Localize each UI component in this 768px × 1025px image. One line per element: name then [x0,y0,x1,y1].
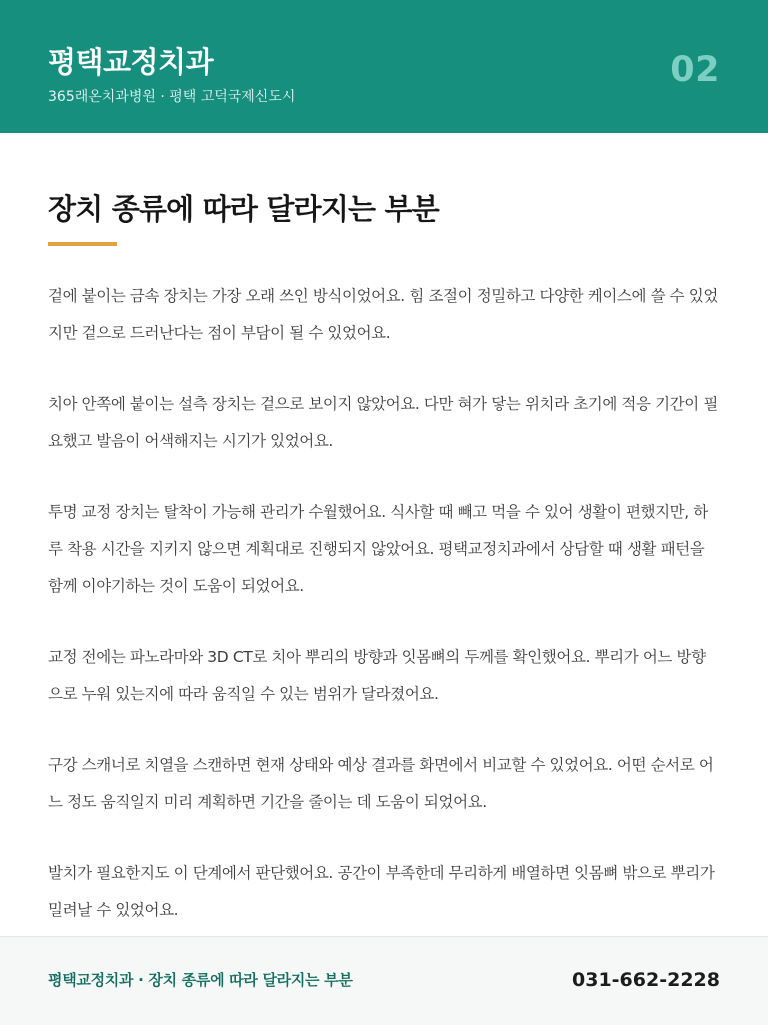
paragraph-oral-scanner: 구강 스캐너로 치열을 스캔하면 현재 상태와 예상 결과를 화면에서 비교할 수 있었어요. 어떤 순서로 어느 정도 움직일지 미리 계획하면 기간을 줄이는 데 도움이 되었어요. [48,756,714,811]
heading-accent-bar [48,242,117,246]
paragraph-metal-braces: 겉에 붙이는 금속 장치는 가장 오래 쓰인 방식이었어요. 힘 조절이 정밀하고 다양한 케이스에 쓸 수 있었지만 겉으로 드러난다는 점이 부담이 될 수 있었어요. [48,287,718,342]
paragraph-ct-diagnosis: 교정 전에는 파노라마와 3D CT로 치아 뿌리의 방향과 잇몸뼈의 두께를 확인했어요. 뿌리가 어느 방향으로 누워 있는지에 따라 움직일 수 있는 범위가 달라졌어요. [48,648,706,703]
paragraph-lingual-braces: 치아 안쪽에 붙이는 설측 장치는 겉으로 보이지 않았어요. 다만 혀가 닿는 위치라 초기에 적응 기간이 필요했고 발음이 어색해지는 시기가 있었어요. [48,395,718,450]
article-body [48,278,720,963]
clinic-title: 평택교정치과 [48,45,214,79]
page-number: 02 [670,50,720,90]
footer-caption: 평택교정치과 · 장치 종류에 따라 달라지는 부분 [48,971,353,989]
page-footer [0,936,768,1025]
clinic-subtitle: 365래온치과병원 · 평택 고덕국제신도시 [48,89,296,105]
paragraph-clear-aligners: 투명 교정 장치는 탈착이 가능해 관리가 수월했어요. 식사할 때 빼고 먹을 수 있어 생활이 편했지만, 하루 착용 시간을 지키지 않으면 계획대로 진행되지 않았어요. 평택교정치과에서 상담할 때 생활 패턴을 함께 이야기하는 것이 도움이 되었어요. [48,503,708,595]
paragraph-extraction: 발치가 필요한지도 이 단계에서 판단했어요. 공간이 부족한데 무리하게 배열하면 잇몸뼈 밖으로 뿌리가 밀려날 수 있었어요. [48,864,715,919]
section-heading: 장치 종류에 따라 달라지는 부분 [48,192,439,226]
phone-number[interactable]: 031-662-2228 [572,969,720,991]
page-header [0,0,768,133]
